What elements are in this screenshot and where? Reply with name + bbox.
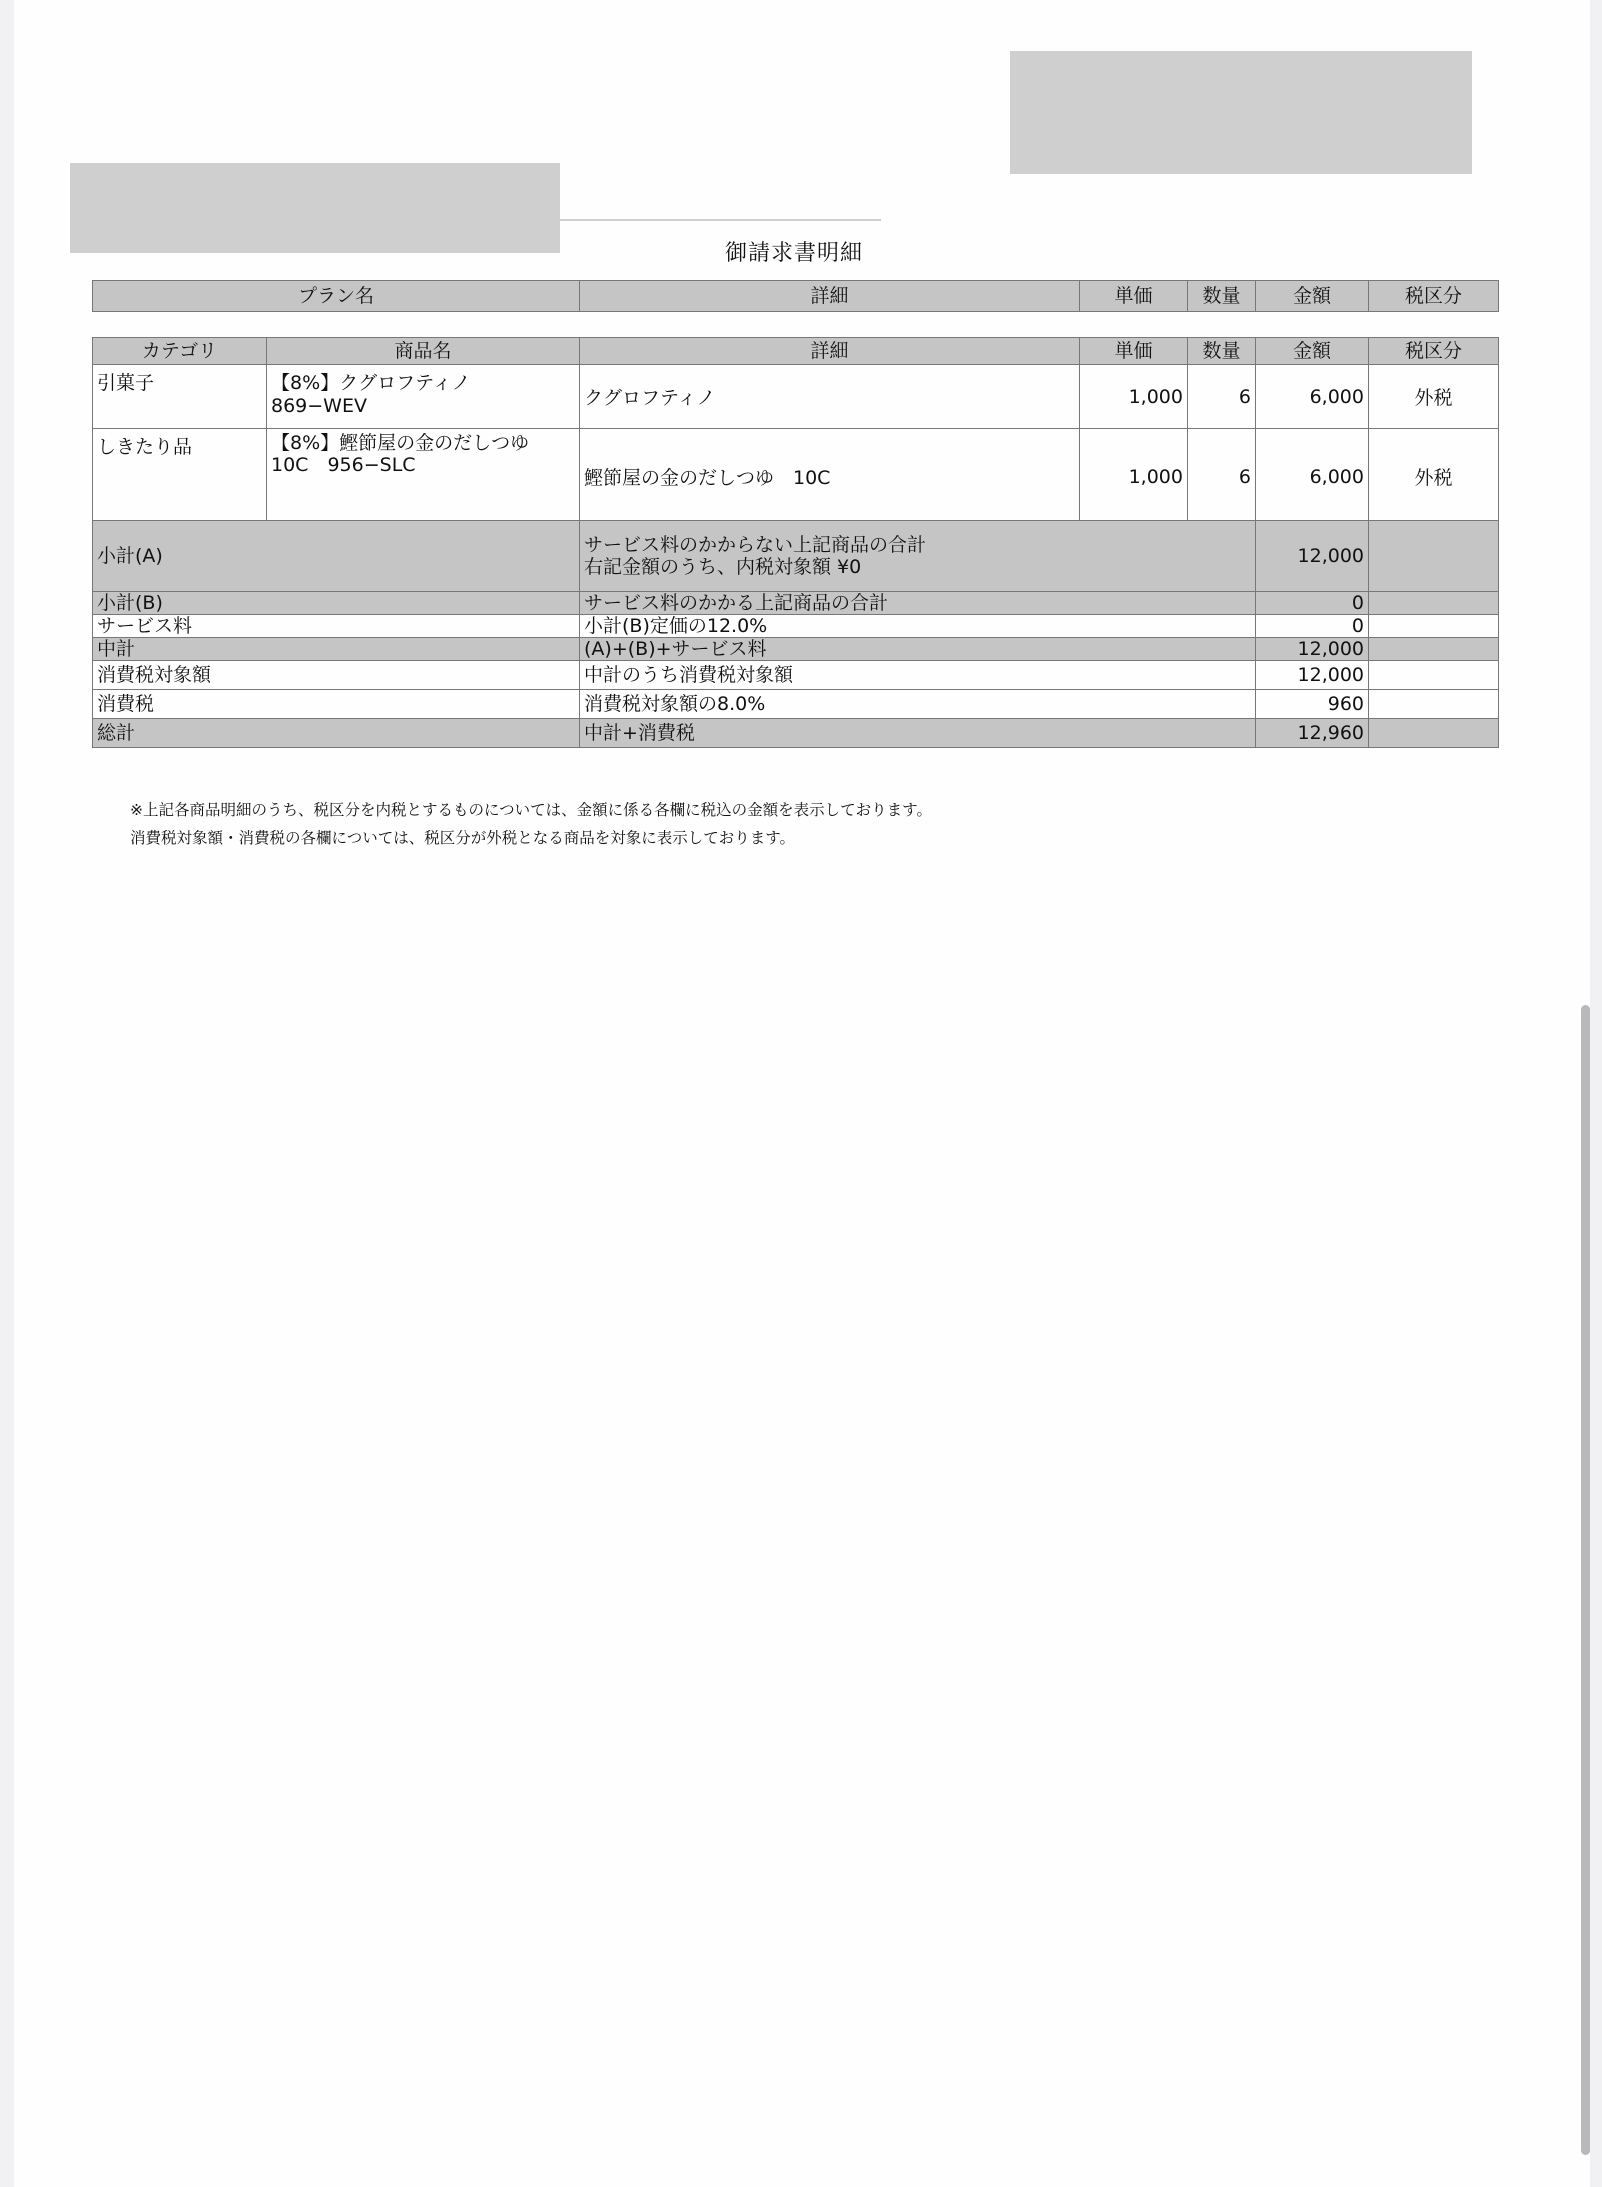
cell-amount: 6,000 bbox=[1256, 365, 1369, 429]
summary-row-subtotal-b bbox=[93, 592, 1499, 615]
summary-detail bbox=[580, 521, 1256, 592]
header-detail: 詳細 bbox=[580, 281, 1080, 312]
footnotes bbox=[130, 796, 932, 852]
summary-detail-line: 右記金額のうち、内税対象額 ¥0 bbox=[584, 556, 862, 578]
header-quantity: 数量 bbox=[1188, 338, 1256, 365]
document-page bbox=[14, 0, 1592, 2187]
header-category: カテゴリ bbox=[93, 338, 267, 365]
plan-table bbox=[92, 280, 1499, 312]
summary-detail-line: サービス料のかからない上記商品の合計 bbox=[584, 534, 927, 556]
summary-label: 消費税対象額 bbox=[93, 661, 580, 690]
summary-amount: 960 bbox=[1256, 690, 1369, 719]
summary-empty-cell bbox=[1369, 638, 1499, 661]
summary-detail: 中計+消費税 bbox=[580, 719, 1256, 748]
cell-amount: 6,000 bbox=[1256, 429, 1369, 525]
summary-label: サービス料 bbox=[93, 615, 580, 638]
summary-detail: サービス料のかかる上記商品の合計 bbox=[580, 592, 1256, 615]
summary-empty-cell bbox=[1369, 661, 1499, 690]
summary-table bbox=[92, 520, 1499, 748]
cell-tax-category: 外税 bbox=[1369, 365, 1499, 429]
summary-amount: 12,000 bbox=[1256, 638, 1369, 661]
header-plan-name: プラン名 bbox=[93, 281, 580, 312]
summary-empty-cell bbox=[1369, 690, 1499, 719]
cell-product-name: 【8%】鰹節屋の金のだしつゆ 10C 956−SLC bbox=[267, 429, 580, 525]
summary-amount: 0 bbox=[1256, 592, 1369, 615]
footnote-line: 消費税対象額・消費税の各欄については、税区分が外税となる商品を対象に表示しております。 bbox=[130, 829, 795, 847]
header-detail: 詳細 bbox=[580, 338, 1080, 365]
footnote-line: ※上記各商品明細のうち、税区分を内税とするものについては、金額に係る各欄に税込の金額を表示しております。 bbox=[130, 801, 932, 819]
scrollbar-track[interactable] bbox=[1590, 0, 1602, 2187]
summary-label: 総計 bbox=[93, 719, 580, 748]
summary-label: 中計 bbox=[93, 638, 580, 661]
header-amount: 金額 bbox=[1256, 338, 1369, 365]
cell-product-name: 【8%】クグロフティノ 869−WEV bbox=[267, 365, 580, 429]
cell-detail: 鰹節屋の金のだしつゆ 10C bbox=[580, 429, 1080, 525]
summary-empty-cell bbox=[1369, 521, 1499, 592]
cell-unit-price: 1,000 bbox=[1080, 429, 1188, 525]
cell-quantity: 6 bbox=[1188, 429, 1256, 525]
summary-empty-cell bbox=[1369, 615, 1499, 638]
summary-amount: 12,000 bbox=[1256, 521, 1369, 592]
divider bbox=[560, 219, 881, 221]
summary-detail: 中計のうち消費税対象額 bbox=[580, 661, 1256, 690]
header-tax-category: 税区分 bbox=[1369, 338, 1499, 365]
cell-tax-category: 外税 bbox=[1369, 429, 1499, 525]
table-row bbox=[93, 429, 1499, 525]
summary-label: 小計(A) bbox=[93, 521, 580, 592]
header-amount: 金額 bbox=[1256, 281, 1369, 312]
cell-detail: クグロフティノ bbox=[580, 365, 1080, 429]
summary-label: 小計(B) bbox=[93, 592, 580, 615]
summary-detail: 消費税対象額の8.0% bbox=[580, 690, 1256, 719]
table-row bbox=[93, 365, 1499, 429]
summary-row-tax bbox=[93, 690, 1499, 719]
header-product-name: 商品名 bbox=[267, 338, 580, 365]
cell-quantity: 6 bbox=[1188, 365, 1256, 429]
header-tax-category: 税区分 bbox=[1369, 281, 1499, 312]
header-unit-price: 単価 bbox=[1080, 338, 1188, 365]
summary-empty-cell bbox=[1369, 592, 1499, 615]
summary-detail: (A)+(B)+サービス料 bbox=[580, 638, 1256, 661]
header-unit-price: 単価 bbox=[1080, 281, 1188, 312]
summary-label: 消費税 bbox=[93, 690, 580, 719]
summary-row-midtotal bbox=[93, 638, 1499, 661]
scrollbar-thumb[interactable] bbox=[1581, 1005, 1590, 2155]
summary-row-total bbox=[93, 719, 1499, 748]
summary-empty-cell bbox=[1369, 719, 1499, 748]
cell-category: しきたり品 bbox=[93, 429, 267, 525]
cell-unit-price: 1,000 bbox=[1080, 365, 1188, 429]
item-table bbox=[92, 337, 1499, 525]
summary-amount: 12,960 bbox=[1256, 719, 1369, 748]
document-title: 御請求書明細 bbox=[724, 241, 863, 266]
summary-amount: 0 bbox=[1256, 615, 1369, 638]
summary-amount: 12,000 bbox=[1256, 661, 1369, 690]
header-quantity: 数量 bbox=[1188, 281, 1256, 312]
summary-row-subtotal-a bbox=[93, 521, 1499, 592]
summary-row-taxable bbox=[93, 661, 1499, 690]
redacted-block bbox=[1010, 51, 1472, 174]
summary-detail: 小計(B)定価の12.0% bbox=[580, 615, 1256, 638]
summary-row-service bbox=[93, 615, 1499, 638]
cell-category: 引菓子 bbox=[93, 365, 267, 429]
